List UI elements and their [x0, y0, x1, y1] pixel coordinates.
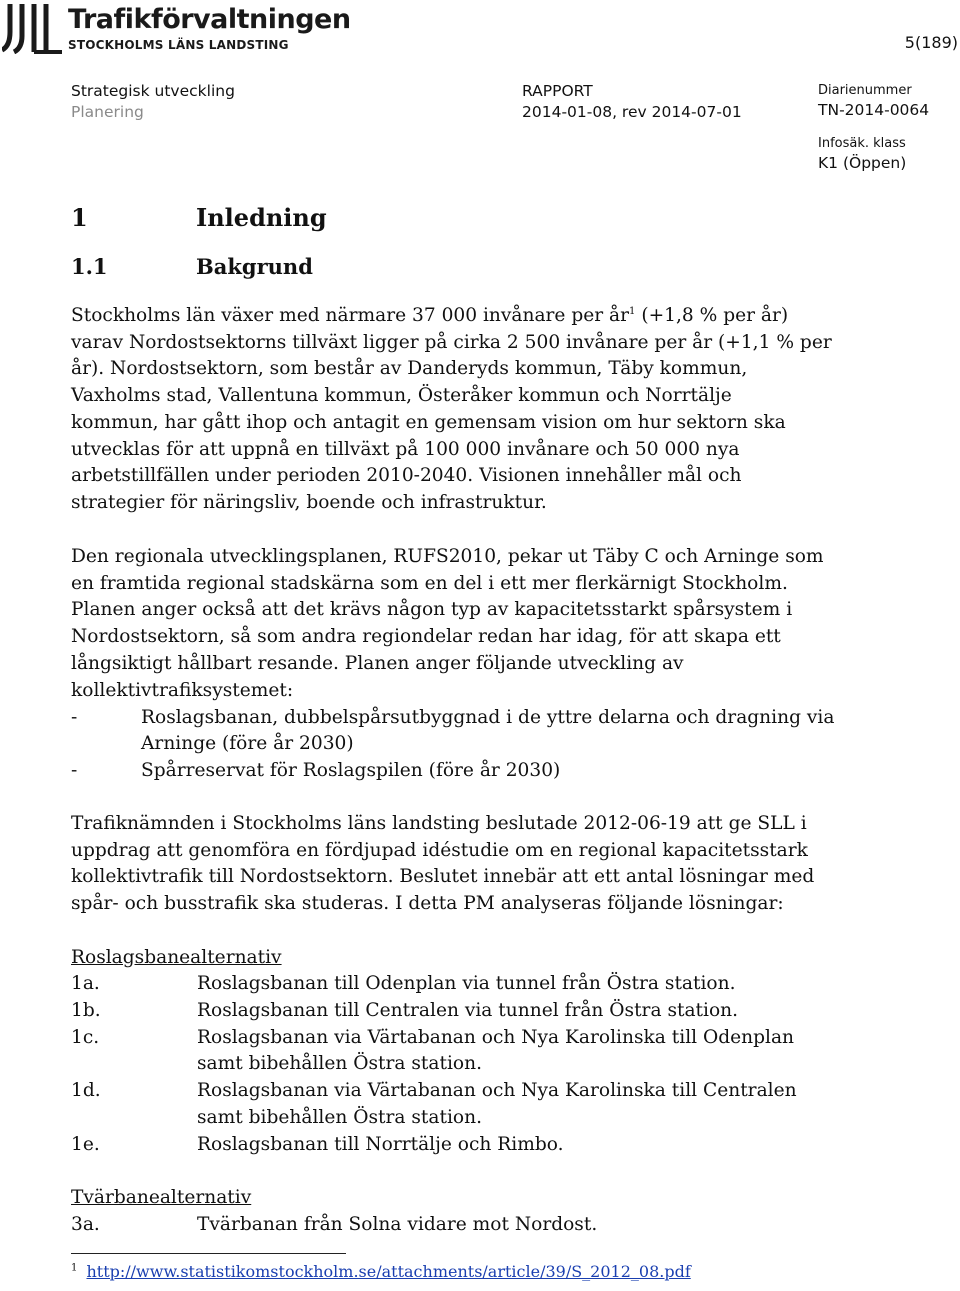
paragraph-line: Stockholms län växer med närmare 37 000 invånare per $år^1$ (+1,8 % per år): [71, 305, 789, 326]
paragraph-line: spår- och busstrafik ska studeras. I detta PM analyseras följande lösningar:: [71, 893, 784, 915]
diarienummer-label: Diarienummer: [818, 83, 912, 98]
section: Planering: [71, 103, 144, 121]
paragraph-line: Planen anger också att det krävs någon typ av kapacitetsstarkt spårsystem i: [71, 599, 793, 621]
organization-name: Trafikförvaltningen: [68, 4, 351, 35]
paragraph-line: kollektivtrafiksystemet:: [71, 679, 294, 701]
paragraph-line: utvecklas för att uppnå en tillväxt på 100 000 invånare och 50 000 nya: [71, 438, 740, 460]
paragraph-line: år). Nordostsektorn, som består av Danderyds kommun, Täby kommun,: [71, 358, 748, 380]
footnote-reference[interactable]: 1: [629, 305, 636, 317]
organization-subtitle: STOCKHOLMS LÄNS LANDSTING: [68, 38, 289, 52]
paragraph-line: Vaxholms stad, Vallentuna kommun, Österåker kommun och Norrtälje: [71, 385, 732, 407]
page-number: 5(189): [904, 33, 958, 52]
subheading-title: Bakgrund: [196, 254, 313, 279]
diarienummer-value: TN-2014-0064: [818, 101, 930, 119]
paragraph-line: Nordostsektorn, så som andra regiondelar redan har idag, för att skapa ett: [71, 626, 781, 648]
document-type: RAPPORT: [522, 82, 593, 100]
subheading-number: 1.1: [71, 254, 108, 279]
paragraph-line: kollektivtrafik till Nordostsektorn. Beslutet innebär att ett antal lösningar med: [71, 866, 815, 888]
paragraph-decision: [71, 811, 831, 918]
heading-title: Inledning: [196, 203, 327, 232]
footnote: [71, 1262, 691, 1281]
organization-logo: [2, 2, 351, 56]
paragraph-line: strategier för näringsliv, boende och infrastruktur.: [71, 491, 547, 513]
paragraph-line: Trafiknämnden i Stockholms läns landsting beslutade 2012-06-19 att ge SLL i: [71, 813, 807, 834]
paragraph-line: varav Nordostsektorns tillväxt ligger på cirka 2 500 invånare per år (+1,1 % per: [71, 331, 832, 353]
department: Strategisk utveckling: [71, 82, 235, 100]
infosak-value: K1 (Öppen): [818, 154, 907, 172]
paragraph-line: kommun, har gått ihop och antagit en gemensam vision om hur sektorn ska: [71, 411, 786, 433]
paragraph-line: arbetstillfällen under perioden 2010-2040. Visionen innehåller mål och: [71, 465, 742, 487]
paragraph-line: en framtida regional stadskärna som en del i ett mer flerkärnigt Stockholm.: [71, 572, 788, 594]
paragraph-background: [71, 303, 831, 517]
footnote-link[interactable]: http://www.statistikomstockholm.se/attachments/article/39/S_2012_08.pdf: [86, 1262, 691, 1281]
document-date: 2014-01-08, rev 2014-07-01: [522, 103, 742, 121]
logo-mark-icon: [2, 2, 64, 54]
footnote-number: 1: [71, 1262, 78, 1274]
footnote-divider: [71, 1253, 346, 1254]
tvarbane-heading: Tvärbanealternativ: [71, 1187, 252, 1208]
paragraph-line: Den regionala utvecklingsplanen, RUFS2010, pekar ut Täby C och Arninge som: [71, 546, 824, 567]
paragraph-regional-plan: [71, 544, 831, 704]
infosak-label: Infosäk. klass: [818, 136, 906, 151]
paragraph-line: uppdrag att genomföra en fördjupad idéstudie om en regional kapacitetsstark: [71, 839, 808, 861]
roslagsbane-heading: Roslagsbanealternativ: [71, 947, 282, 968]
heading-number: 1: [71, 203, 88, 232]
paragraph-line: långsiktigt hållbart resande. Planen anger följande utveckling av: [71, 652, 684, 674]
